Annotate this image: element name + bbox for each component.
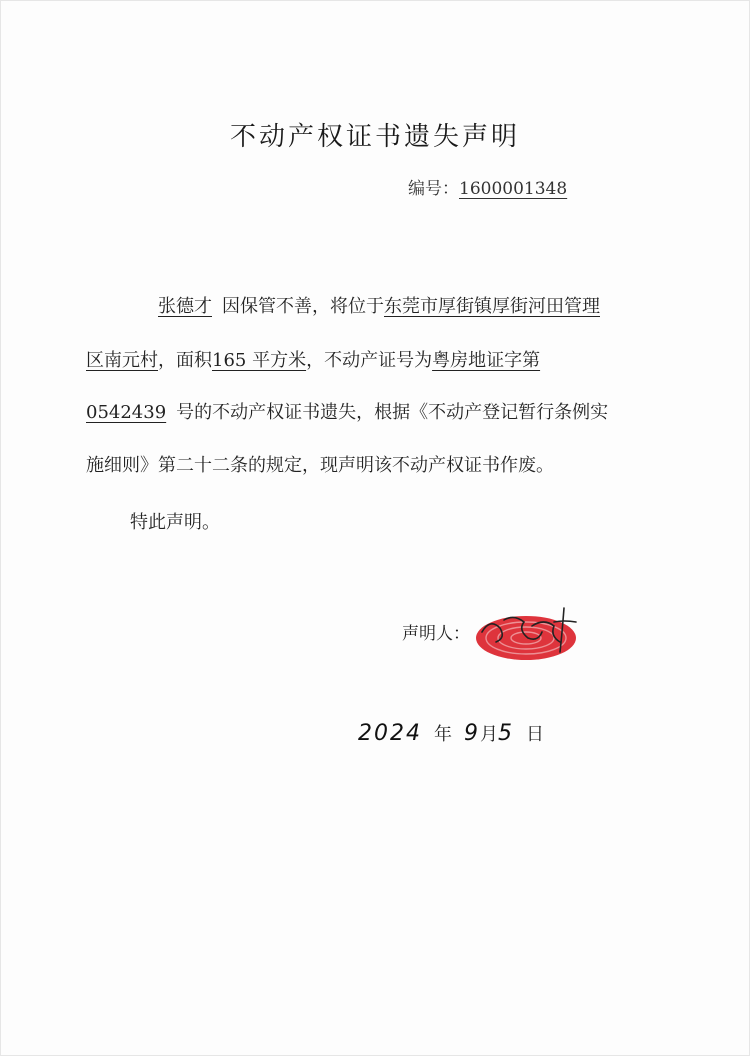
body-line-4: 施细则》第二十二条的规定，现声明该不动产权证书作废。 [86, 455, 554, 476]
body-text-4: 号的不动产权证书遗失，根据《不动产登记暂行条例实 [176, 402, 609, 423]
date-year-unit: 年 [434, 724, 452, 745]
area-value: 165 平方米 [212, 350, 307, 371]
document-title: 不动产权证书遗失声明 [229, 122, 520, 152]
body-line-1 [158, 292, 600, 318]
date-month-unit: 月 [480, 724, 498, 745]
fingerprint-signature-stamp [468, 602, 588, 664]
serial-label: 编号： [408, 179, 459, 199]
owner-name: 张德才 [158, 296, 212, 317]
signing-date [358, 720, 544, 746]
body-line-2 [86, 346, 540, 372]
closing-text: 特此声明。 [130, 512, 220, 533]
date-day: 5 [498, 721, 514, 746]
cert-prefix: 粤房地证字第 [432, 350, 541, 371]
address-part-2: 区南元村 [86, 350, 158, 371]
signer-label: 声明人： [402, 624, 470, 644]
address-part-1: 东莞市厚街镇厚街河田管理 [384, 296, 600, 317]
cert-number: 0542439 [86, 402, 167, 423]
date-day-unit: 日 [526, 724, 544, 745]
date-month: 9 [464, 721, 480, 746]
body-line-3 [86, 398, 608, 424]
serial-number: 1600001348 [459, 179, 568, 199]
date-year: 2024 [358, 721, 422, 746]
body-text-2: ，面积 [158, 350, 212, 371]
serial-line [408, 174, 567, 199]
body-text-3: ，不动产证号为 [306, 350, 433, 371]
body-text-1: 因保管不善，将位于 [222, 296, 384, 317]
